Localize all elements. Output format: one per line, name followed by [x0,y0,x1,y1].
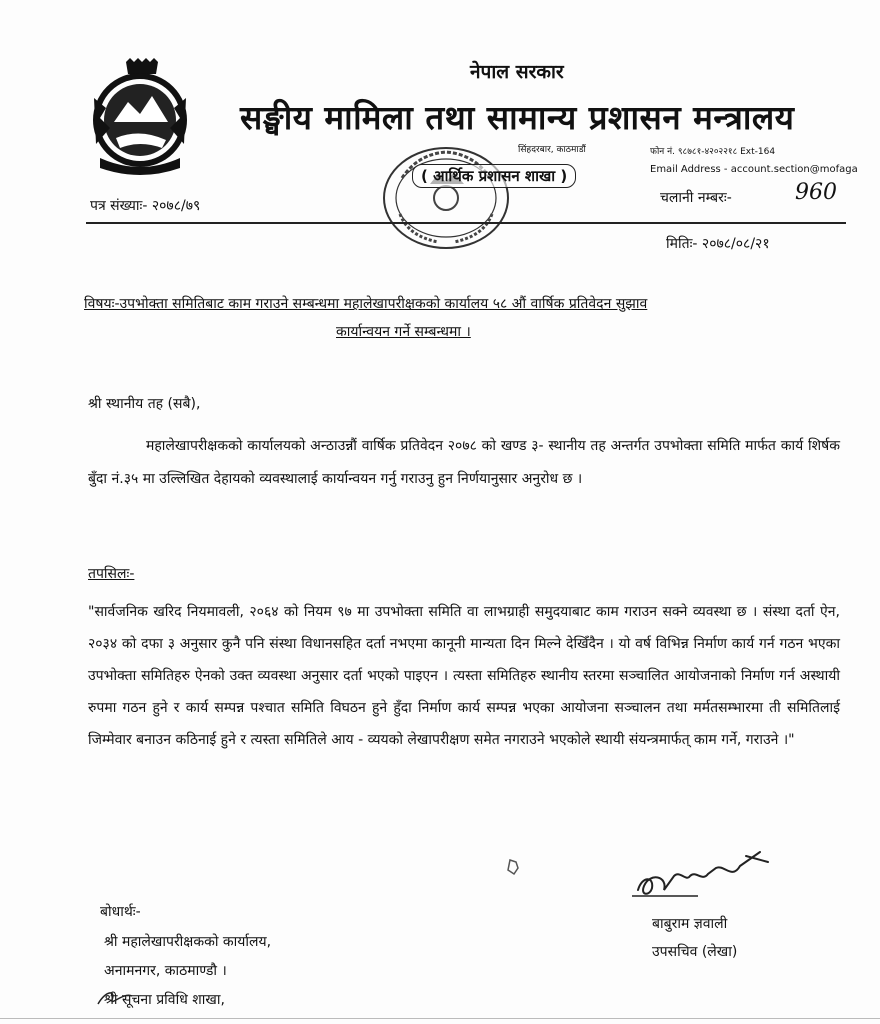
header-divider [86,222,846,224]
signature-icon [628,846,778,902]
subject-line-1: विषयः-उपभोक्ता समितिबाट काम गराउने सम्बन्धमा महालेखापरीक्षकको कार्यालय ५८ औं वार्षिक प्रतिवेदन सुझाव [84,296,648,312]
office-stamp-icon [378,144,514,252]
ink-smudge-icon [506,858,520,876]
cc-line-1: श्री महालेखापरीक्षकको कार्यालय, [104,934,272,950]
cc-label: बोधार्थः- [100,904,141,920]
details-label: तपसिलः- [88,566,135,582]
subject-line-2: कार्यान्वयन गर्ने सम्बन्धमा । [336,324,471,340]
letter-date: मितिः- २०७८/०८/२१ [666,236,770,252]
ministry-title: सङ्घीय मामिला तथा सामान्य प्रशासन मन्त्रालय [240,98,795,137]
body-paragraph: महालेखापरीक्षकको कार्यालयको अन्ठाउन्नौं वार्षिक प्रतिवेदन २०७८ को खण्ड ३- स्थानीय तह अन्तर्गत उपभोक्ता समिति मार्फत कार्य शिर्षक बुँदा नं.३५ मा उल्लिखित देहायको व्यवस्थालाई कार्यान्वयन गर्नु गराउनु हुन निर्णयानुसार अनुरोध छ । [88,438,840,487]
nepal-emblem-icon [86,58,194,178]
recipient: श्री स्थानीय तह (सबै), [88,396,201,412]
email-address: Email Address - account.section@mofaga [650,164,858,175]
quoted-audit-text: "सार्वजनिक खरिद नियमावली, २०६४ को नियम ९७ मा उपभोक्ता समिति वा लाभग्राही समुदयाबाट काम गराउन सक्ने व्यवस्था छ । संस्था दर्ता ऐन, २०३४ को दफा ३ अनुसार कुनै पनि संस्था विधानसहित दर्ता नभएमा कानूनी मान्यता दिन मिल्ने देखिँदैन । यो वर्ष विभिन्न निर्माण कार्य गर्न गठन भएका उपभोक्ता समितिहरु ऐनको उक्त व्यवस्था अनुसार दर्ता भएको पाइएन । त्यस्ता समितिहरु स्थानीय स्तरमा सञ्चालित आयोजनाको निर्माण गर्न अस्थायी रुपमा गठन हुने र कार्य सम्पन्न पश्चात समिति विघठन हुने हुँदा निर्माण कार्य सम्पन्न भएका आयोजना सञ्चालन तथा मर्मतसम्भारमा ती समितिलाई जिम्मेवार बनाउन कठिनाई हुने र त्यस्ता समितिले आय - व्ययको लेखापरीक्षण समेत नगराउने भएकोले स्थायी संयन्त्रमार्फत् काम गर्ने, गराउने ।" [88,604,840,748]
branch-label: ( आर्थिक प्रशासन शाखा ) [412,164,576,188]
pen-mark-icon [96,986,136,1008]
phone-number: फोन नं. ९८७८१-४२०२२१८ Ext-164 [650,147,776,157]
cc-line-3: श्री सूचना प्रविधि शाखा, [104,992,225,1008]
signatory-title: उपसचिव (लेखा) [652,944,738,960]
cc-line-2: अनामनगर, काठमाण्डौ । [104,963,227,979]
government-name: नेपाल सरकार [470,61,564,83]
dispatch-number-label: चलानी नम्बरः- [660,190,732,206]
signatory-name: बाबुराम ज्ञवाली [652,916,728,932]
page-edge [0,1018,880,1019]
letter-number: पत्र संख्याः- २०७८/७९ [90,198,201,214]
dispatch-number-value: 960 [795,180,837,205]
ministry-address: सिंहदरबार, काठमाडौं [518,145,586,155]
